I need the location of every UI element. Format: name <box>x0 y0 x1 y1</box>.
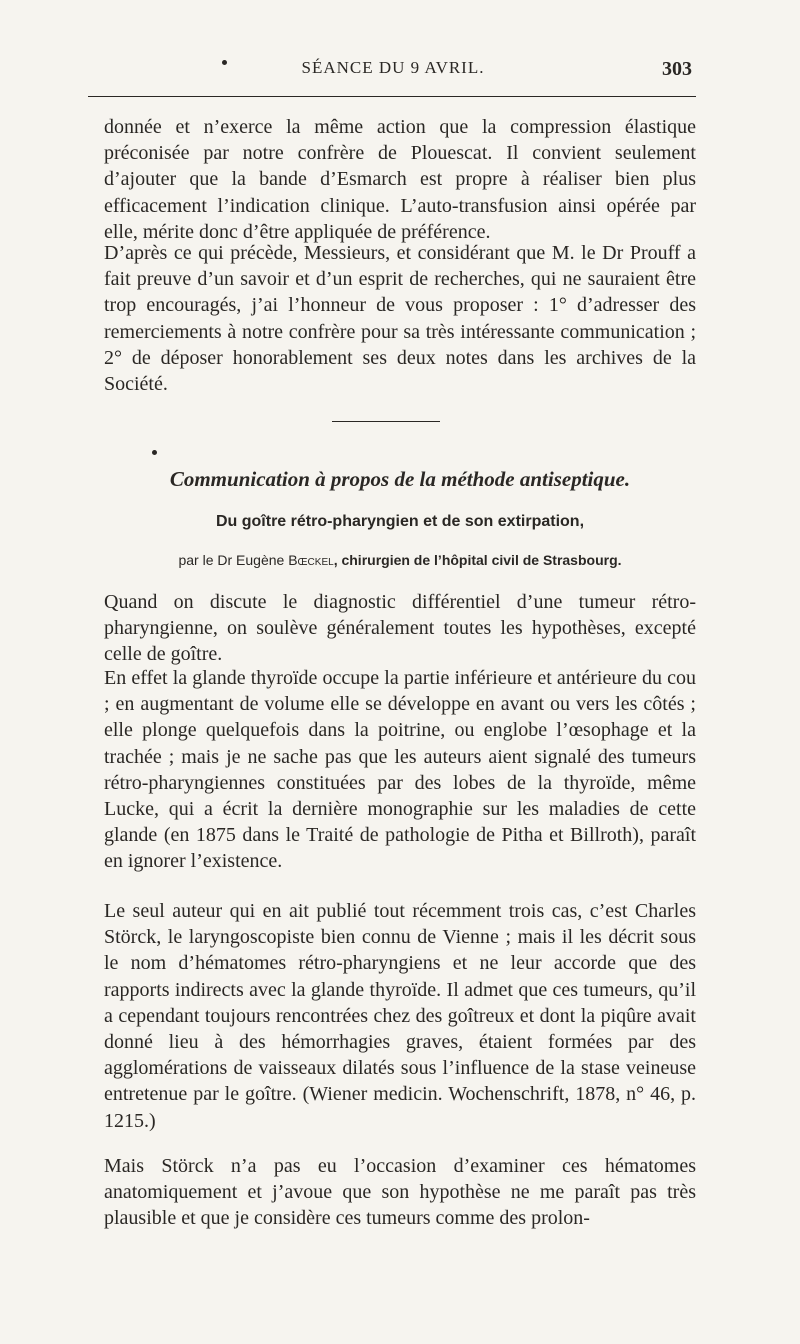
byline-prefix: par le Dr Eugène <box>178 552 289 568</box>
body-paragraph-1: Quand on discute le diagnostic différentiel d’une tumeur rétro-pharyngienne, on soulève généralement toutes les hypothèses, excepté celle de goître. <box>104 591 696 666</box>
body-paragraph-4: Mais Störck n’a pas eu l’occasion d’examiner ces hématomes anatomiquement et j’avoue que son hypothèse ne me paraît pas très plausible et que je considère ces tumeurs comme des prolon- <box>104 1155 696 1230</box>
bullet-mark <box>152 450 157 455</box>
body-paragraph-2: En effet la glande thyroïde occupe la partie inférieure et antérieure du cou ; en augmentant de volume elle se développe en avant ou vers les côtés ; elle plonge quelquefois dans la poitrine, ou englobe l’œsophage et la trachée ; mais je ne sache pas que les auteurs aient signalé des tumeurs rétro-pharyngiennes constituées par des lobes de la thyroïde, même Lucke, qui a écrit la dernière monographie sur les maladies de cette glande (en 1875 dans le Traité de pathologie de Pitha et Billroth), paraît en ignorer l’existence. <box>104 667 696 873</box>
byline-author: Bœckel <box>288 552 334 568</box>
running-title: SÉANCE DU 9 AVRIL. <box>301 58 485 77</box>
body-paragraph-3: Le seul auteur qui en ait publié tout récemment trois cas, c’est Charles Störck, le laryngoscopiste bien connu de Vienne ; mais il les décrit sous le nom d’hématomes rétro-pharyngiens et ne leur accorde que des rapports indirects avec la glande thyroïde. Il admet que ces tumeurs, qu’il a cependant toujours rencontrées chez des goîtreux et dont la piqûre avait donné lieu à des hémorrhagies graves, étaient formées par des agglomérations de vaisseaux dilatés sous l’influence de la stase veineuse entretenue par le goître. (Wiener medicin. Wochenschrift, 1878, n° 46, p. 1215.) <box>104 900 696 1132</box>
article-title: Du goître rétro-pharyngien et de son extirpation, <box>215 513 585 530</box>
page-header <box>88 58 698 88</box>
continued-paragraph-2: D’après ce qui précède, Messieurs, et considérant que M. le Dr Prouff a fait preuve d’un savoir et d’un esprit de recherches, qui ne sauraient être trop encouragés, j’ai l’honneur de vous proposer : 1° d’adresser des remerciements à notre confrère pour sa très intéressante communication ; 2° de déposer honorablement ses deux notes dans les archives de la Société. <box>104 242 696 396</box>
page-number: 303 <box>662 58 692 80</box>
continued-paragraph-1: donnée et n’exerce la même action que la compression élastique préconisée par notre confrère de Plouescat. Il convient seulement d’ajouter que la bande d’Esmarch est propre à réaliser bien plus efficacement l’indication clinique. L’auto-transfusion ainsi opérée par elle, mérite donc d’être appliquée de préférence. <box>104 116 696 243</box>
section-divider <box>332 421 440 422</box>
byline-suffix: , chirurgien de l’hôpital civil de Strasbourg. <box>333 552 622 568</box>
section-title: Communication à propos de la méthode antiseptique. <box>169 467 631 491</box>
header-rule <box>88 96 696 97</box>
byline <box>104 552 696 568</box>
